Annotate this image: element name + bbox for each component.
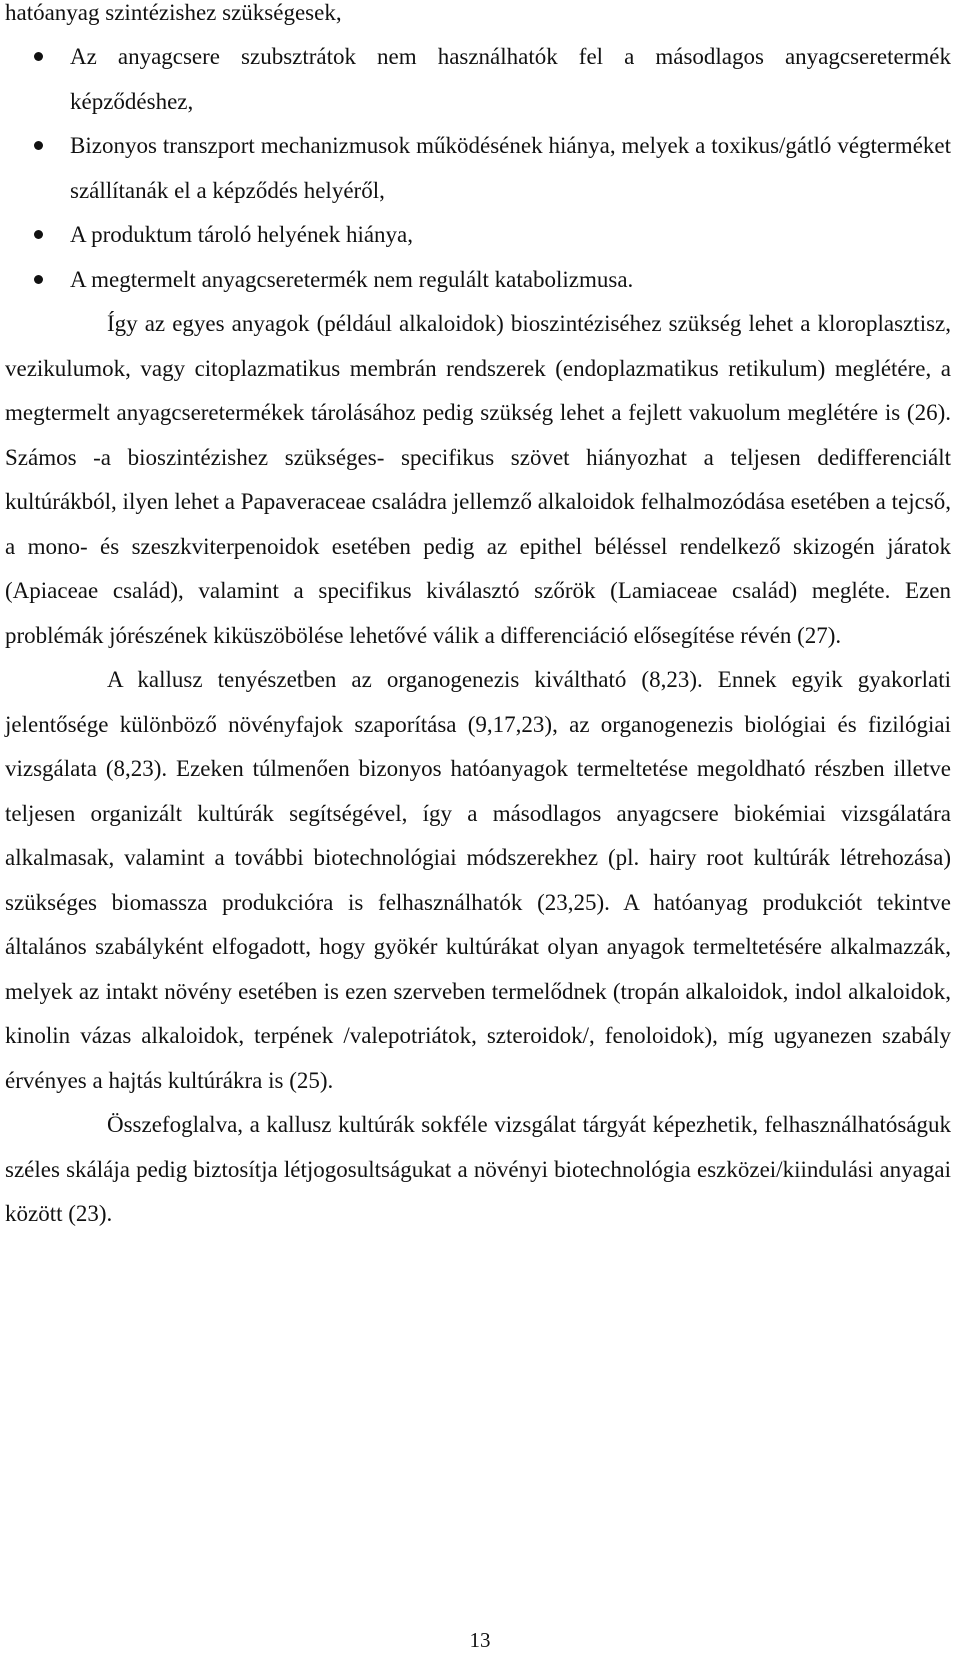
bullet-list — [0, 35, 951, 302]
list-item — [0, 258, 951, 303]
bullet-icon — [34, 141, 43, 150]
paragraph: Összefoglalva, a kallusz kultúrák sokféle vizsgálat tárgyát képezhetik, felhasználhatóságuk széles skálája pedig biztosítja létjogosultságukat a növényi biotechnológia eszközei/kiindulási anyagai között (23). — [5, 1112, 951, 1226]
bullet-icon — [34, 52, 43, 61]
paragraph: Így az egyes anyagok (például alkaloidok) bioszintéziséhez szükség lehet a kloroplasztisz, vezikulumok, vagy citoplazmatikus membrán rendszerek (endoplazmatikus retikulum) meglétére, a megtermelt anyagcseretermékek tárolásához pedig szükség lehet a fejlett vakuolum meglétére is (26). Számos -a bioszintézishez szükséges- specifikus szövet hiányozhat a teljesen dedifferenciált kultúrákból, ilyen lehet a Papaveraceae családra jellemző alkaloidok felhalmozódása esetében a tejcső, a mono- és szeszkviterpenoidok esetében pedig az epithel béléssel rendelkező skizogén járatok (Apiaceae család), valamint a specifikus kiválasztó szőrök (Lamiaceae család) megléte. Ezen problémák jórészének kiküszöbölése lehetővé válik a differenciáció elősegítése révén (27). — [5, 311, 951, 648]
page-number: 13 — [469, 1628, 491, 1652]
list-item-text: Az anyagcsere szubsztrátok nem használhatók fel a másodlagos anyagcseretermék képződéshez, — [70, 44, 951, 114]
bullet-icon — [34, 230, 43, 239]
list-item-text: A produktum tároló helyének hiánya, — [70, 222, 414, 247]
list-item — [0, 35, 951, 124]
list-item-text: A megtermelt anyagcseretermék nem regulált katabolizmusa. — [70, 266, 634, 292]
list-item-text: Bizonyos transzport mechanizmusok működésének hiánya, melyek a toxikus/gátló végterméket szállítanák el a képződés helyéről, — [70, 133, 951, 203]
paragraph: A kallusz tenyészetben az organogenezis kiváltható (8,23). Ennek egyik gyakorlati jelentősége különböző növényfajok szaporítása (9,17,23), az organogenezis biológiai és fizilógiai vizsgálata (8,23). Ezeken túlmenően bizonyos hatóanyagok termeltetése megoldható részben illetve teljesen organizált kultúrák segítségével, így a másodlagos anyagcsere biokémiai vizsgálatára alkalmasak, valamint a további biotechnológiai módszerekhez (pl. hairy root kultúrák létrehozása) szükséges biomassza produkcióra is felhasználhatók (23,25). A hatóanyag produkciót tekintve általános szabályként elfogadott, hogy gyökér kultúrákat olyan anyagok termeltetésére alkalmazzák, melyek az intakt növény esetében is ezen szerveben termelődnek (tropán alkaloidok, indol alkaloidok, kinolin vázas alkaloidok, terpének /valepotriátok, szteroidok/, fenoloidok), míg ugyanezen szabály érvényes a hajtás kultúrákra is (25). — [5, 667, 951, 1093]
bullet-icon — [34, 275, 43, 284]
list-item — [0, 124, 951, 213]
continuation-line: hatóanyag szintézishez szükségesek, — [5, 0, 342, 25]
body-text — [5, 302, 951, 1237]
list-item — [0, 213, 951, 258]
